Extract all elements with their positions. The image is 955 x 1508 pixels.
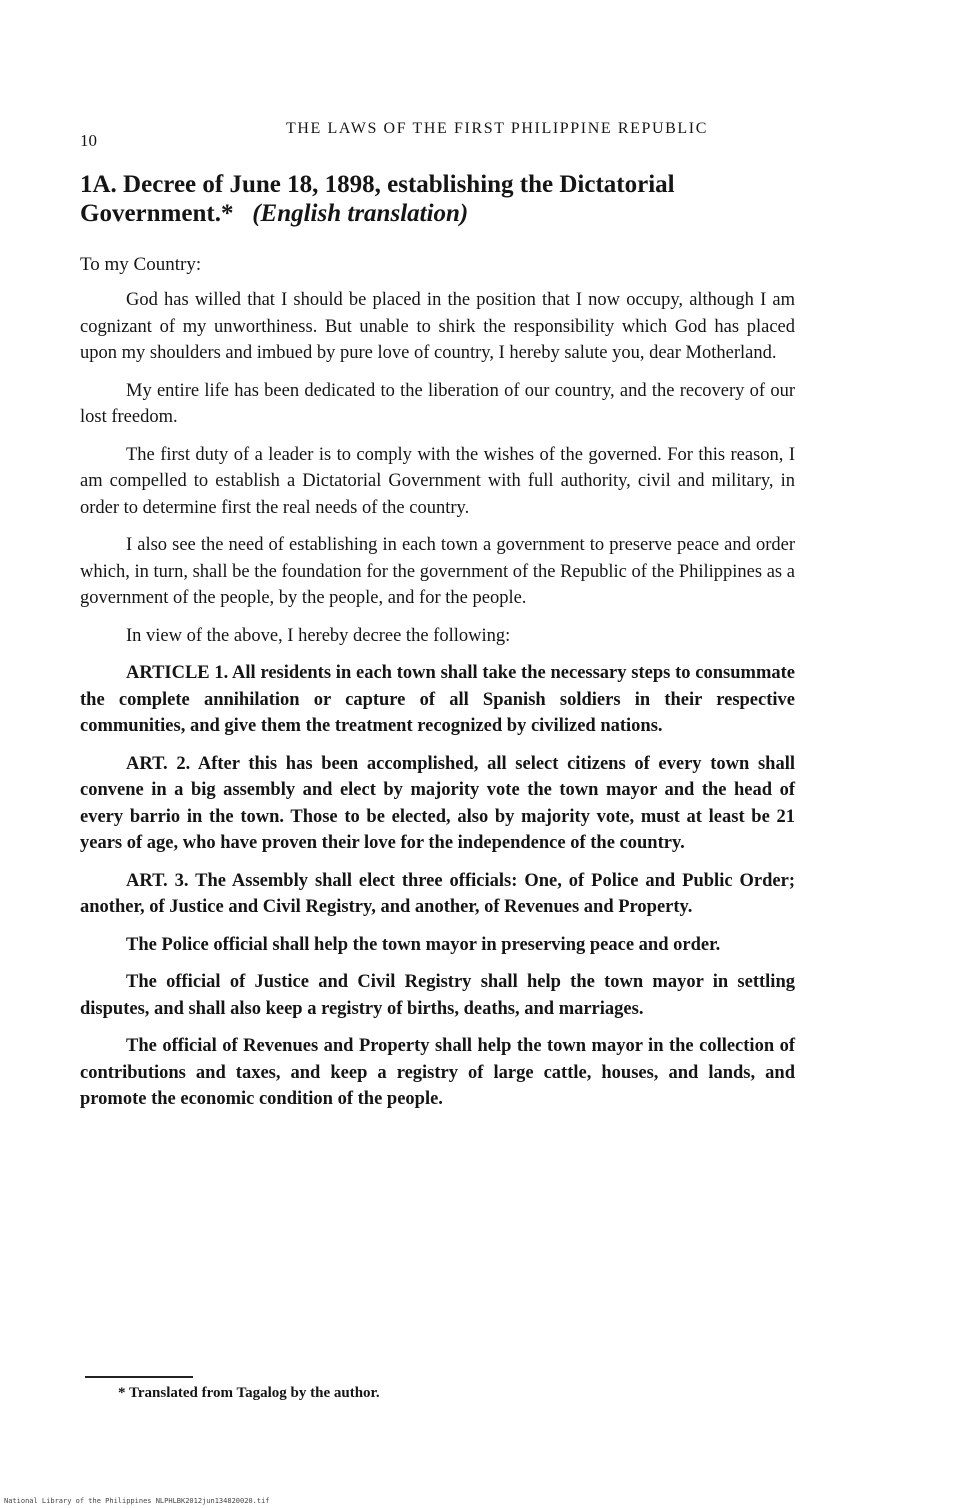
paragraph: God has willed that I should be placed in the position that I now occupy, although I am cognizant of my unworthiness. But unable to shirk the responsibility which God has placed upon my shoulders and imbued by pure love of country, I hereby salute you, dear Motherland.	[80, 290, 795, 363]
paragraph: The official of Revenues and Property shall help the town mayor in the collection of contributions and taxes, and keep a registry of large cattle, houses, and lands, and promote the economic condition of the people.	[80, 1036, 795, 1109]
paragraph: In view of the above, I hereby decree the following:	[126, 625, 511, 646]
article-1: ARTICLE 1. All residents in each town shall take the necessary steps to consummate the complete annihilation or capture of all Spanish soldiers in their respective communities, and give them the treatment recognized by civilized nations.	[80, 663, 795, 736]
footnote: * Translated from Tagalog by the author.	[118, 1385, 380, 1401]
salutation: To my Country:	[80, 254, 202, 275]
page-number: 10	[80, 131, 97, 150]
paragraph: The official of Justice and Civil Registry shall help the town mayor in settling disputes, and shall also keep a registry of births, deaths, and marriages.	[80, 972, 795, 1019]
article-2: ART. 2. After this has been accomplished, all select citizens of every town shall convene in a big assembly and elect by majority vote the town mayor and the head of every barrio in the town. Those to be elected, also by majority vote, must at least be 21 years of age, who have proven their love for the independence of the country.	[80, 753, 795, 853]
article-3: ART. 3. The Assembly shall elect three officials: One, of Police and Public Order; another, of Justice and Civil Registry, and another, of Revenues and Property.	[80, 870, 795, 917]
paragraph: The Police official shall help the town mayor in preserving peace and order.	[126, 934, 721, 955]
paragraph: My entire life has been dedicated to the liberation of our country, and the recovery of our lost freedom.	[80, 380, 795, 427]
translation-note: (English translation)	[252, 200, 469, 227]
running-head: THE LAWS OF THE FIRST PHILIPPINE REPUBLIC	[286, 120, 708, 137]
decree-title	[80, 170, 800, 228]
scan-label: National Library of the Philippines NLPHLBK2012jun134820020.tif	[4, 1497, 270, 1505]
paragraph: I also see the need of establishing in each town a government to preserve peace and order which, in turn, shall be the foundation for the government of the Republic of the Philippines as a government of the people, by the people, and for the people.	[80, 535, 795, 608]
paragraph: The first duty of a leader is to comply with the wishes of the governed. For this reason, I am compelled to establish a Dictatorial Government with full authority, civil and military, in order to determine first the real needs of the country.	[80, 444, 795, 518]
decree-body	[80, 287, 795, 1124]
decree-title-main: 1A. Decree of June 18, 1898, establishing the Dictatorial Government.*	[80, 171, 675, 227]
footnote-divider	[85, 1376, 193, 1378]
